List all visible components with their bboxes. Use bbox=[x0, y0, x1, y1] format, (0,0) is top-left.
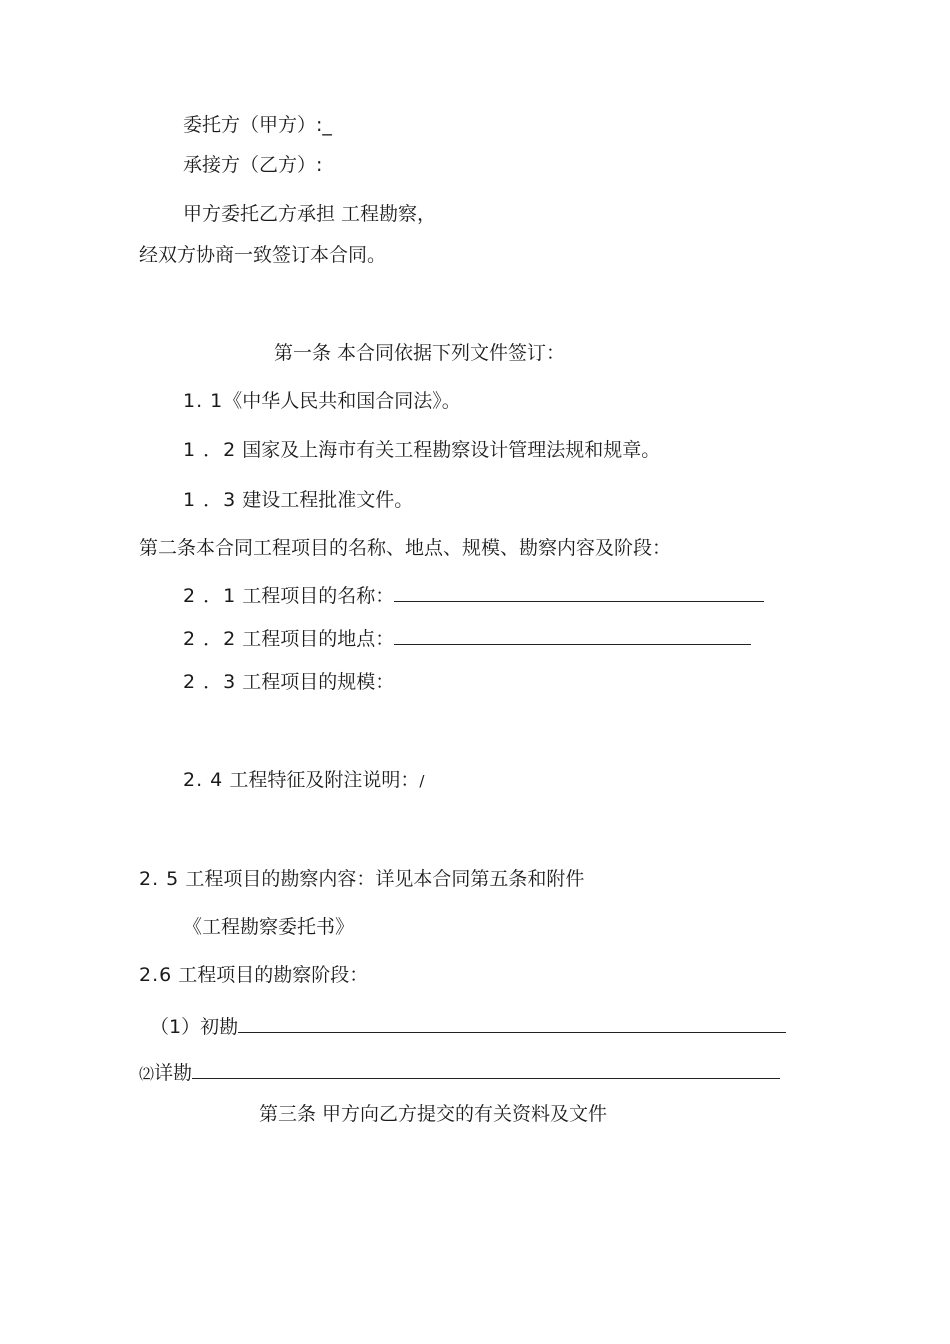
article1-item-3 bbox=[183, 487, 413, 513]
item-text: 国家及上海市有关工程勘察设计管理法规和规章。 bbox=[242, 439, 661, 461]
article2-heading: 第二条本合同工程项目的名称、地点、规模、勘察内容及阶段： bbox=[139, 537, 672, 559]
stage-number: ⑵ bbox=[139, 1065, 155, 1083]
item-number: 1 ．2 bbox=[183, 439, 237, 461]
contractor-label: 承接方（乙方）: bbox=[183, 154, 323, 176]
article2-item-3 bbox=[183, 669, 394, 695]
stage-number: （1） bbox=[150, 1016, 201, 1038]
intro-line-1: 甲方委托乙方承担 工程勘察， bbox=[183, 203, 437, 225]
fill-in-blank[interactable] bbox=[238, 1014, 786, 1033]
item-value: / bbox=[419, 772, 425, 790]
item-number: 1 ．3 bbox=[183, 489, 237, 511]
article1-item-1 bbox=[183, 388, 461, 414]
item-number: 1. 1 bbox=[183, 390, 224, 412]
item-text: 工程项目的地点： bbox=[242, 628, 395, 650]
item-number: 2 ．2 bbox=[183, 628, 237, 650]
article2-item-5 bbox=[139, 866, 584, 892]
article2-item-1 bbox=[183, 583, 764, 609]
client-line bbox=[183, 112, 332, 138]
client-label: 委托方（甲方）:_ bbox=[183, 114, 332, 136]
intro-line-2: 经双方协商一致签订本合同。 bbox=[139, 244, 387, 266]
stage-preliminary bbox=[150, 1014, 786, 1040]
item-number: 2. 4 bbox=[183, 769, 224, 791]
item-text: 建设工程批准文件。 bbox=[242, 489, 414, 511]
contractor-line bbox=[183, 152, 322, 178]
item-text: 《中华人民共和国合同法》。 bbox=[223, 390, 461, 412]
item-text: 工程项目的勘察内容：详见本合同第五条和附件 bbox=[185, 868, 585, 890]
article1-heading: 第一条 本合同依据下列文件签订： bbox=[274, 342, 566, 364]
fill-in-blank[interactable] bbox=[394, 583, 764, 602]
article2-item-6 bbox=[139, 962, 368, 988]
stage-text: 详勘 bbox=[154, 1062, 193, 1084]
item-number: 2 ．3 bbox=[183, 671, 237, 693]
article3-heading: 第三条 甲方向乙方提交的有关资料及文件 bbox=[259, 1103, 608, 1125]
item-number: 2.6 bbox=[139, 964, 173, 986]
item-text: 工程项目的勘察阶段： bbox=[178, 964, 369, 986]
article1-item-2 bbox=[183, 437, 660, 463]
item-number: 2. 5 bbox=[139, 868, 180, 890]
item-text: 工程项目的名称： bbox=[242, 585, 395, 607]
article2-item-4 bbox=[183, 767, 424, 794]
item-number: 2 ．1 bbox=[183, 585, 237, 607]
item-text: 工程特征及附注说明： bbox=[229, 769, 420, 791]
stage-text: 初勘 bbox=[200, 1016, 239, 1038]
stage-detailed bbox=[139, 1060, 780, 1087]
fill-in-blank[interactable] bbox=[394, 626, 751, 645]
fill-in-blank[interactable] bbox=[192, 1060, 780, 1079]
item-text: 工程项目的规模： bbox=[242, 671, 395, 693]
article2-item-5-cont: 《工程勘察委托书》 bbox=[183, 916, 355, 938]
article2-item-2 bbox=[183, 626, 751, 652]
